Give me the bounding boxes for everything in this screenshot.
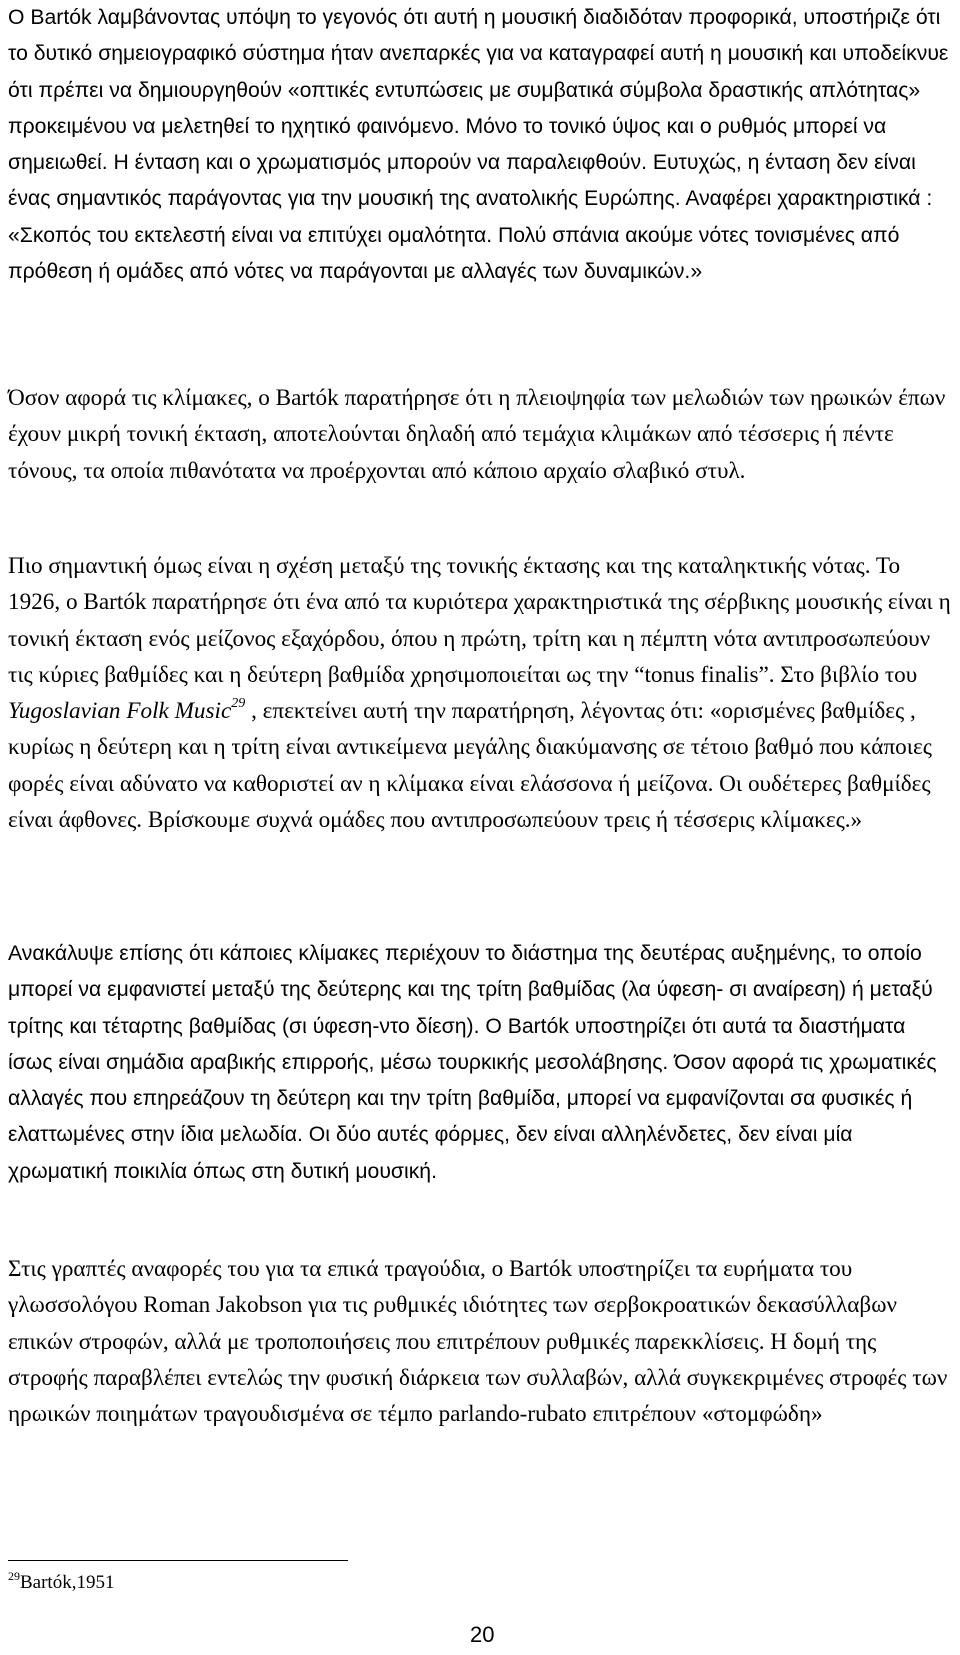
paragraph-text: Πιο σημαντική όμως είναι η σχέση μεταξύ της τονικής έκτασης και της καταληκτικής νότας. Το 1926, ο Bartók παρατήρησε ότι ένα από τα κυριότερα χαρακτηριστικά της σέρβικης μουσικής είναι η τονική έκταση ενός μείζονος εξαχόρδου, όπου η πρώτη, τρίτη και η πέμπτη νότα αντιπροσωπεύουν τις κύριες βαθμίδες και η δεύτερη βαθμίδα χρησιμοποιείται ως την “tonus finalis”. Στο βιβλίο του	[8, 553, 951, 688]
paragraph-tonal-range	[8, 548, 953, 838]
paragraph-text: , επεκτείνει αυτή την παρατήρηση, λέγοντας ότι: «ορισμένες βαθμίδες , κυρίως η δεύτερη και η τρίτη είναι αντικείμενα μεγάλης διακύμανσης σε τέτοιο βαθμό που κάποιες φορές είναι αδύνατο να καθοριστεί αν η κλίμακα είναι ελάσσονα ή μείζονα. Οι ουδέτερες βαθμίδες είναι άφθονες. Βρίσκουμε συχνά ομάδες που αντιπροσωπεύουν τρεις ή τέσσερις κλίμακες.»	[8, 698, 932, 834]
paragraph-text: Ανακάλυψε επίσης ότι κάποιες κλίμακες περιέχουν το διάστημα της δευτέρας αυξημένης, το οποίο μπορεί να εμφανιστεί μεταξύ της δεύτερης και της τρίτη βαθμίδας (λα ύφεση- σι αναίρεση) ή μεταξύ τρίτης και τέταρτης βαθμίδας (σι ύφεση-ντο δίεση). Ο Bartók υποστηρίζει ότι αυτά τα διαστήματα ίσως είναι σημάδια αραβικής επιρροής, μέσω τουρκικής μεσολάβησης.	[8, 942, 933, 1074]
footnote-number: 29	[8, 1569, 20, 1583]
book-title: Yugoslavian Folk Music	[8, 698, 232, 725]
paragraph-rhythm: Στις γραπτές αναφορές του για τα επικά τραγούδια, ο Bartók υποστηρίζει τα ευρήματα του γλωσσολόγου Roman Jakobson για τις ρυθμικές ιδιότητες των σερβοκροατικών δεκασύλλαβων επικών στροφών, αλλά με τροποποιήσεις που επιτρέπουν ρυθμικές παρεκκλίσεις. Η δομή της στροφής παραβλέπει εντελώς την φυσική διάρκεια των συλλαβών, αλλά συγκεκριμένες στροφές των ηρωικών ποιημάτων τραγουδισμένα σε τέμπο parlando-rubato επιτρέπουν «στομφώδη»	[8, 1256, 948, 1428]
footnote-divider	[8, 1560, 348, 1561]
paragraph-notation: O Bartók λαμβάνοντας υπόψη το γεγονός ότι αυτή η μουσική διαδιδόταν προφορικά, υποστήριζε ότι το δυτικό σημειογραφικό σύστημα ήταν ανεπαρκές για να καταγραφεί αυτή η μουσική και υποδείκνυε ότι πρέπει να δημιουργηθούν «οπτικές εντυπώσεις με συμβατικά σύμβολα δραστικής απλότητας» προκειμένου να μελετηθεί το ηχητικό φαινόμενο. Μόνο το τονικό ύψος και ο ρυθμός μπορεί να σημειωθεί. Η ένταση και ο χρωματισμός μπορούν να παραλειφθούν. Ευτυχώς, η ένταση δεν είναι ένας σημαντικός παράγοντας για την μουσική της ανατολικής Ευρώπης. Αναφέρει χαρακτηριστικά : «Σκοπός του εκτελεστή είναι να επιτύχει ομαλότητα. Πολύ σπάνια ακούμε νότες τονισμένες από πρόθεση ή ομάδες από νότες να παράγονται με αλλαγές των δυναμικών.»	[8, 6, 949, 284]
footnote	[8, 1568, 114, 1598]
footnote-reference: 29	[231, 696, 246, 712]
paragraph-augmented-second	[8, 936, 953, 1190]
paragraph-scales: Όσον αφορά τις κλίμακες, ο Bartók παρατήρησε ότι η πλειοψηφία των μελωδιών των ηρωικών έπων έχουν μικρή τονική έκταση, αποτελούνται δηλαδή από τεμάχια κλιμάκων από τέσσερις ή πέντε τόνους, τα οποία πιθανότατα να προέρχονται από κάποιο αρχαίο σλαβικό στυλ.	[8, 385, 946, 484]
page-number: 20	[470, 1622, 495, 1647]
footnote-text: Bartók,1951	[20, 1572, 115, 1593]
paragraph-text: Όσον αφορά τις χρωματικές αλλαγές που επηρεάζουν τη δεύτερη και την τρίτη βαθμίδα, μπορεί να εμφανίζονται σα φυσικές ή ελαττωμένες στην ίδια μελωδία. Οι δύο αυτές φόρμες, δεν είναι αλληλένδετες, δεν είναι μία χρωματική ποικιλία όπως στη δυτική μουσική.	[8, 1050, 937, 1183]
